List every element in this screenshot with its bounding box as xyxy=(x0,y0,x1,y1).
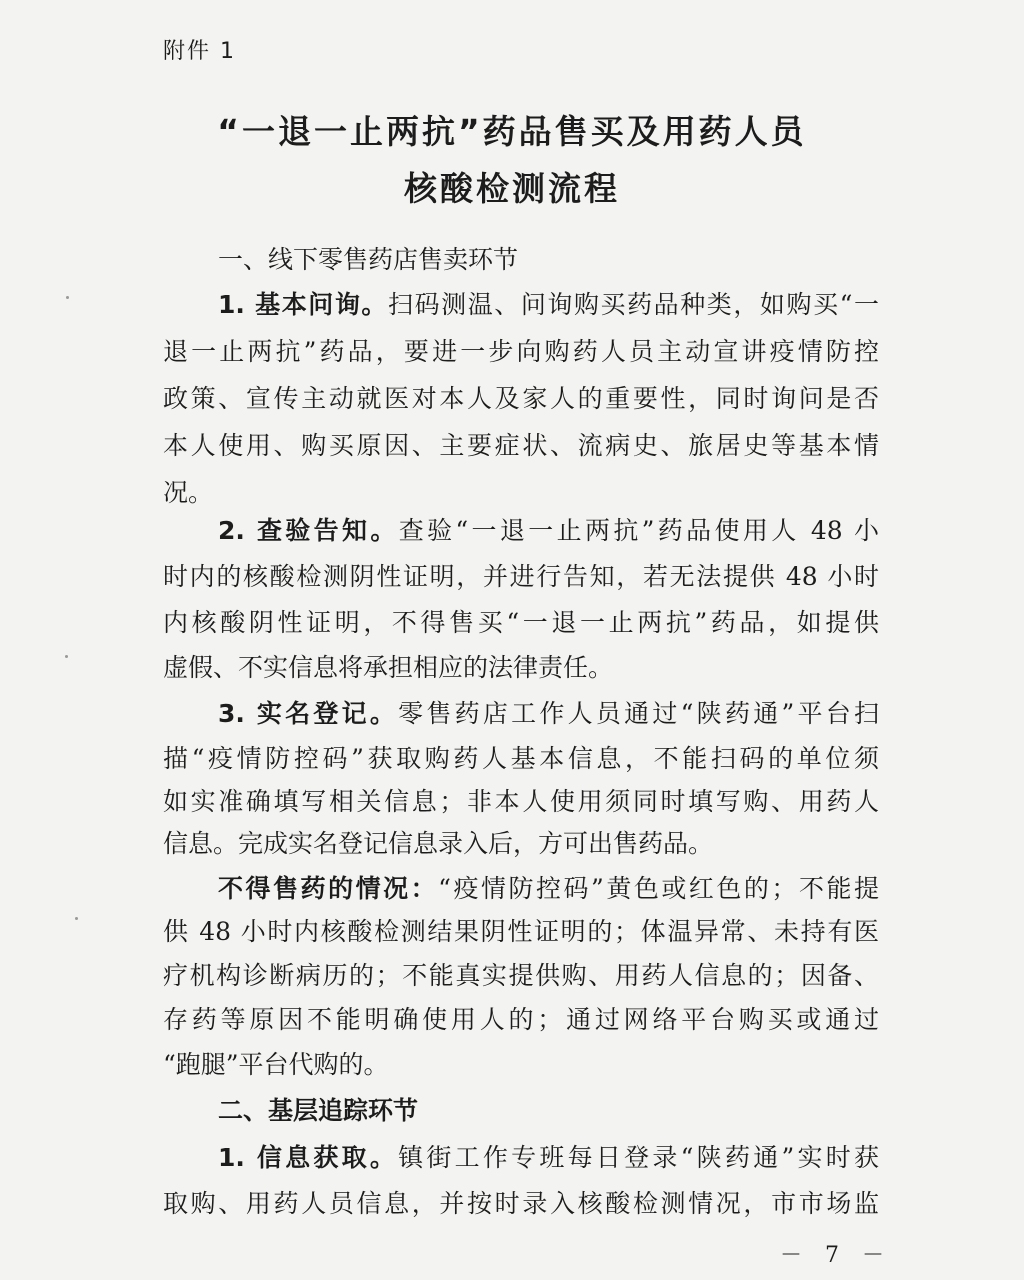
paragraph-2-line-1 xyxy=(218,511,879,551)
section-heading-2: 二、基层追踪环节 xyxy=(218,1096,419,1125)
paragraph-4-line-2: 供 48 小时内核酸检测结果阴性证明的；体温异常、未持有医 xyxy=(163,917,879,946)
scan-speck xyxy=(65,655,68,658)
scan-speck xyxy=(75,917,78,920)
paragraph-4-line-4: 存药等原因不能明确使用人的；通过网络平台购买或通过 xyxy=(163,1005,879,1034)
paragraph-1-line-4: 本人使用、购买原因、主要症状、流病史、旅居史等基本情 xyxy=(163,431,879,460)
paragraph-3-lead: 3. 实名登记。 xyxy=(218,699,399,728)
paragraph-5-line-2: 取购、用药人员信息，并按时录入核酸检测情况，市市场监 xyxy=(163,1189,879,1218)
paragraph-1-line-5: 况。 xyxy=(163,478,214,507)
paragraph-5-text: 镇街工作专班每日登录“陕药通”实时获 xyxy=(398,1143,879,1172)
scan-speck xyxy=(66,296,69,299)
paragraph-2-lead: 2. 查验告知。 xyxy=(218,516,399,545)
paragraph-1-line-1 xyxy=(218,285,879,325)
paragraph-4-lead: 不得售药的情况： xyxy=(218,874,439,903)
paragraph-2-line-4: 虚假、不实信息将承担相应的法律责任。 xyxy=(163,653,614,682)
section-heading-1: 一、线下零售药店售卖环节 xyxy=(218,245,519,274)
paragraph-1-lead: 1. 基本问询。 xyxy=(218,290,388,319)
attachment-label: 附件 1 xyxy=(163,39,236,64)
paragraph-1-text: 扫码测温、问询购买药品种类，如购买“一 xyxy=(388,290,879,319)
page-number: － 7 － xyxy=(780,1243,892,1268)
paragraph-1-line-2: 退一止两抗”药品，要进一步向购药人员主动宣讲疫情防控 xyxy=(163,337,879,366)
paragraph-4-text: “疫情防控码”黄色或红色的；不能提 xyxy=(438,874,879,903)
paragraph-5-line-1 xyxy=(218,1138,879,1178)
paragraph-3-line-2: 描“疫情防控码”获取购药人基本信息，不能扫码的单位须 xyxy=(163,744,879,773)
paragraph-5-lead: 1. 信息获取。 xyxy=(218,1143,399,1172)
paragraph-4-line-5: “跑腿”平台代购的。 xyxy=(163,1050,389,1079)
paragraph-3-line-4: 信息。完成实名登记信息录入后，方可出售药品。 xyxy=(163,829,714,858)
paragraph-3-line-3: 如实准确填写相关信息；非本人使用须同时填写购、用药人 xyxy=(163,787,879,816)
paragraph-2-line-3: 内核酸阴性证明，不得售买“一退一止两抗”药品，如提供 xyxy=(163,608,879,637)
document-title-line-2: 核酸检测流程 xyxy=(404,169,620,208)
paragraph-4-line-3: 疗机构诊断病历的；不能真实提供购、用药人信息的；因备、 xyxy=(163,961,879,990)
paragraph-2-text: 查验“一退一止两抗”药品使用人 48 小 xyxy=(398,516,879,545)
paragraph-3-text: 零售药店工作人员通过“陕药通”平台扫 xyxy=(398,699,879,728)
paragraph-1-line-3: 政策、宣传主动就医对本人及家人的重要性，同时询问是否 xyxy=(163,384,879,413)
paragraph-4-line-1 xyxy=(218,869,879,909)
paragraph-3-line-1 xyxy=(218,694,879,734)
document-title-line-1: “一退一止两抗”药品售买及用药人员 xyxy=(217,112,807,151)
paragraph-2-line-2: 时内的核酸检测阴性证明，并进行告知，若无法提供 48 小时 xyxy=(163,562,879,591)
